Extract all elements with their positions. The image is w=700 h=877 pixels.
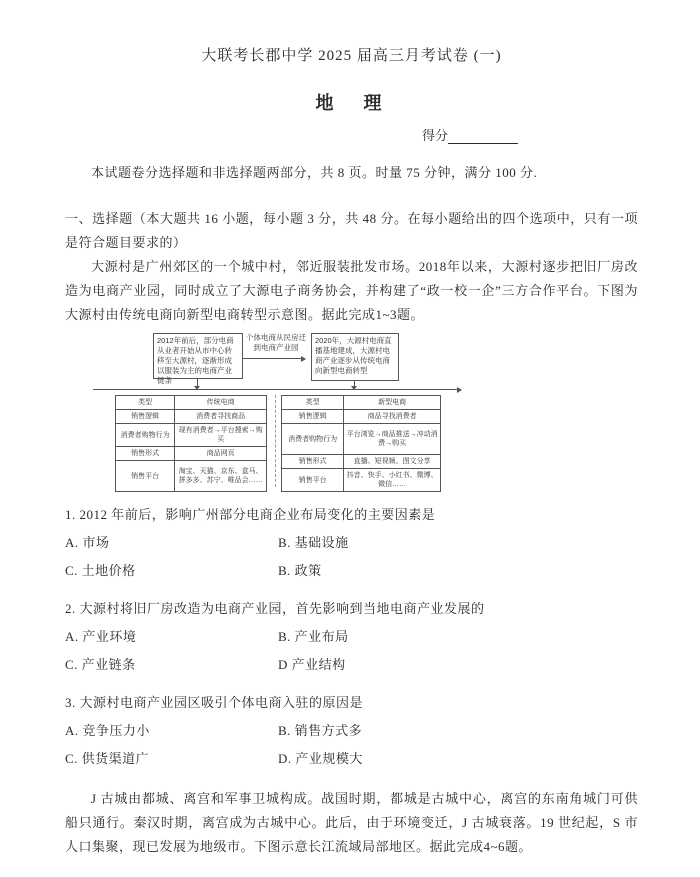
score-row xyxy=(65,125,638,144)
option-c: C. 供货渠道广 xyxy=(65,751,150,766)
question-stem: 3. 大源村电商产业园区吸引个体电商入驻的原因是 xyxy=(65,695,364,710)
comparison-table-new xyxy=(281,395,441,492)
table-row xyxy=(282,410,441,424)
flow-arrow-label: 个体电商从民房迁到电商产业园 xyxy=(246,333,306,352)
table-row xyxy=(116,447,267,461)
question-2 xyxy=(65,597,638,677)
passage-dayuan-village: 大源村是广州郊区的一个城中村，邻近服装批发市场。2018年以来，大源村逐步把旧厂房改造为电商产业园，同时成立了大源电子商务协会，并构建了“政一校一企”三方合作平台。下图为大源村由传统电商向新型电商转型示意图。据此完成1~3题。 xyxy=(65,259,638,322)
option-d: B. 政策 xyxy=(278,563,322,578)
score-underline xyxy=(448,130,518,144)
timeline-axis xyxy=(93,389,461,390)
table-cell: 新型电商 xyxy=(344,396,441,410)
table-row xyxy=(282,396,441,410)
flow-box-2012: 2012年前后，部分电商从业者开始从市中心转移至大源村，逐渐形成以服装为主的电商产业链条 xyxy=(153,333,243,379)
section-heading: 一、选择题（本大题共 16 小题，每小题 3 分，共 48 分。在每小题给出的四个选项中，只有一项是符合题目要求的） xyxy=(65,211,638,250)
table-cell: 消费者寻找商品 xyxy=(175,410,267,424)
option-b: B. 产业布局 xyxy=(278,629,349,644)
table-cell: 销售平台 xyxy=(116,461,175,492)
table-cell: 销售逻辑 xyxy=(116,410,175,424)
table-row xyxy=(282,469,441,492)
option-c: C. 土地价格 xyxy=(65,563,136,578)
table-cell: 消费者购物行为 xyxy=(282,424,344,455)
right-arrow-icon xyxy=(243,358,305,359)
option-c: C. 产业链条 xyxy=(65,657,136,672)
comparison-table-traditional xyxy=(115,395,267,492)
page-title: 大联考长郡中学 2025 届高三月考试卷 (一) xyxy=(201,48,502,64)
question-stem: 1. 2012 年前后，影响广州部分电商企业布局变化的主要因素是 xyxy=(65,507,436,522)
question-1 xyxy=(65,503,638,583)
dashed-divider xyxy=(275,395,276,487)
option-b: B. 基础设施 xyxy=(278,535,349,550)
question-options xyxy=(65,625,638,677)
table-row xyxy=(116,396,267,410)
flow-diagram xyxy=(65,333,638,489)
table-cell: 销售形式 xyxy=(282,455,344,469)
option-b: B. 销售方式多 xyxy=(278,723,363,738)
table-row xyxy=(116,461,267,492)
table-cell: 直播、短视频、图文分享 xyxy=(344,455,441,469)
table-row xyxy=(282,424,441,455)
table-row xyxy=(116,424,267,447)
option-a: A. 产业环境 xyxy=(65,629,137,644)
table-cell: 淘宝、天猫、京东、盒马、拼多多、苏宁、唯品会…… xyxy=(175,461,267,492)
score-label: 得分 xyxy=(421,128,448,143)
question-3 xyxy=(65,691,638,771)
option-a: A. 市场 xyxy=(65,535,110,550)
right-arrow-icon xyxy=(457,387,462,393)
table-row xyxy=(116,410,267,424)
table-cell: 销售形式 xyxy=(116,447,175,461)
flow-box-2020: 2020年，大源村电商直播基地建成，大源村电商产业逐步从传统电商向新型电商转型 xyxy=(311,333,399,381)
question-options xyxy=(65,531,638,583)
question-stem: 2. 大源村将旧厂房改造为电商产业园，首先影响到当地电商产业发展的 xyxy=(65,601,485,616)
table-cell: 消费者购物行为 xyxy=(116,424,175,447)
table-cell: 平台浏览→商品推送→冲动消费→购买 xyxy=(344,424,441,455)
option-d: D. 产业规模大 xyxy=(278,751,363,766)
subject-title: 地 理 xyxy=(315,93,388,113)
passage-ancient-city-j: J 古城由都城、离宫和军事卫城构成。战国时期，都城是古城中心，离宫的东南角城门可供船只通行。秦汉时期，离宫成为古城中心。此后，由于环境变迁，J 古城衰落。19 世纪起，S 市人口集聚，现已发展为地级市。下图示意长江流域局部地区。据此完成4~6题。 xyxy=(65,791,638,854)
table-cell: 类型 xyxy=(116,396,175,410)
table-cell: 传统电商 xyxy=(175,396,267,410)
option-a: A. 竞争压力小 xyxy=(65,723,150,738)
table-cell: 商品网页 xyxy=(175,447,267,461)
exam-instructions: 本试题卷分选择题和非选择题两部分，共 8 页。时量 75 分钟，满分 100 分. xyxy=(91,165,538,180)
table-cell: 现有消费者→平台搜索→购买 xyxy=(175,424,267,447)
table-cell: 抖音、快手、小红书、微博、微信…… xyxy=(344,469,441,492)
table-cell: 商品寻找消费者 xyxy=(344,410,441,424)
question-options xyxy=(65,719,638,771)
table-cell: 销售平台 xyxy=(282,469,344,492)
table-row xyxy=(282,455,441,469)
table-cell: 销售逻辑 xyxy=(282,410,344,424)
option-d: D 产业结构 xyxy=(278,657,346,672)
table-cell: 类型 xyxy=(282,396,344,410)
